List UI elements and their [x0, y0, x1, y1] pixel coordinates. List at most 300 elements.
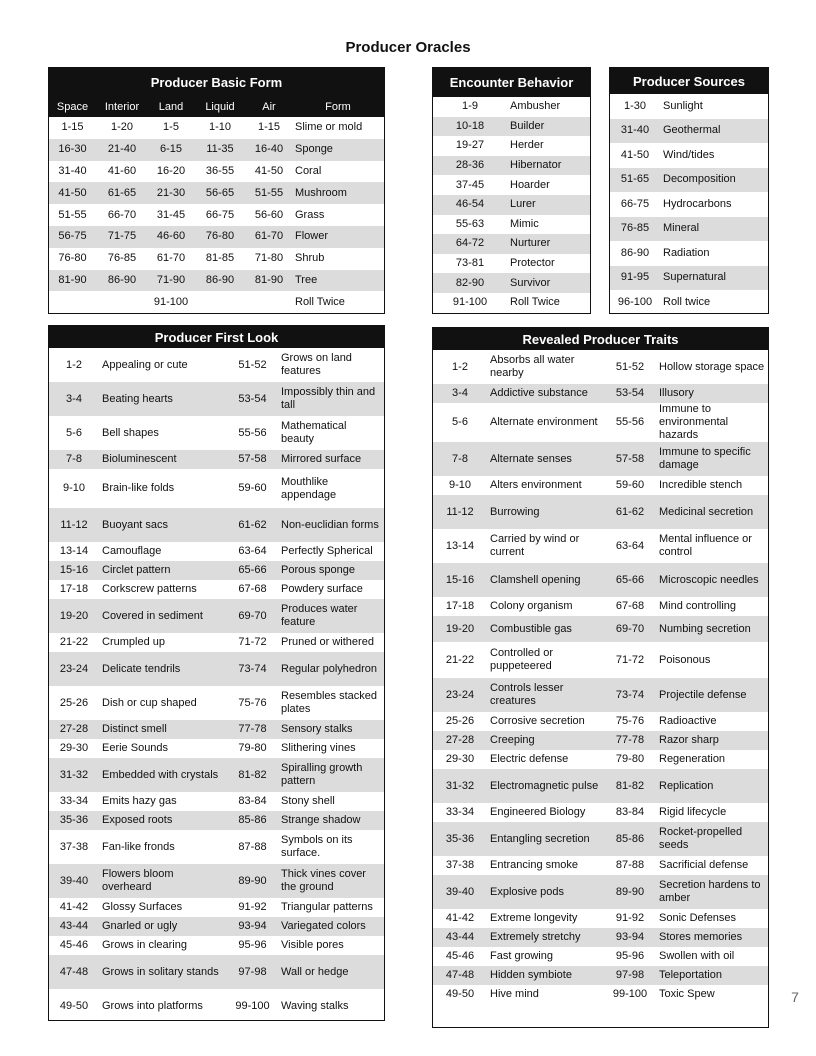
table-cell: Entrancing smoke [490, 859, 579, 871]
table-cell: 41-50 [620, 148, 650, 161]
table-cell: 51-55 [58, 208, 87, 221]
table-cell: Wall or hedge [278, 955, 384, 989]
table-cell: 91-100 [452, 296, 488, 309]
table-cell: Exposed roots [99, 811, 227, 830]
table-cell: 93-94 [604, 928, 656, 947]
table-cell: 1-20 [110, 121, 134, 134]
table-cell: 95-96 [238, 939, 267, 951]
table-row [49, 450, 384, 469]
table-row [610, 241, 768, 266]
table-row [433, 616, 768, 642]
table-cell: Circlet pattern [99, 561, 227, 580]
table-row [610, 266, 768, 291]
table-cell: 79-80 [615, 753, 645, 765]
table-cell: Roll twice [663, 295, 711, 308]
table-cell: Numbing secretion [656, 616, 768, 642]
table-cell: 99-100 [235, 999, 270, 1012]
table-row [49, 917, 384, 936]
table-row [433, 928, 768, 947]
table-cell: 81-85 [205, 252, 235, 265]
table-row [433, 273, 590, 293]
table-cell: Swollen with oil [659, 950, 735, 962]
table-cell: 55-56 [238, 426, 267, 439]
table-cell: 5-6 [66, 426, 82, 439]
table-cell: 71-72 [238, 636, 267, 648]
table-cell: 41-42 [445, 912, 475, 924]
table-cell: 76-80 [58, 252, 87, 265]
table-cell: 51-55 [246, 182, 292, 204]
table-cell: 11-12 [433, 495, 487, 529]
table-row [49, 348, 384, 382]
table-cell: Stores memories [656, 928, 768, 947]
table-cell: 37-38 [59, 840, 89, 853]
table-cell: Thick vines cover the ground [278, 864, 384, 898]
table-row [610, 119, 768, 144]
table-cell: Spiralling growth pattern [278, 758, 384, 792]
table-row [433, 750, 768, 769]
table-row [49, 117, 384, 139]
table-cell: Camouflage [102, 545, 162, 557]
table-row [49, 508, 384, 542]
table-cell: Mental influence or control [659, 533, 752, 558]
table-cell: Waving stalks [281, 999, 349, 1012]
table-cell: 21-22 [59, 636, 89, 648]
table-cell: 81-90 [49, 270, 96, 292]
table-cell: 25-26 [59, 696, 89, 709]
table-cell: 61-62 [227, 508, 278, 542]
column-header: Form [292, 97, 384, 117]
table-cell: Crumpled up [102, 636, 165, 648]
table-row [49, 416, 384, 450]
table-cell: Wind/tides [663, 148, 715, 161]
revealed-traits-table [432, 327, 769, 1028]
table-cell: Creeping [487, 731, 604, 750]
table-row [49, 161, 384, 183]
page-title: Producer Oracles [345, 39, 471, 56]
table-cell: 75-76 [238, 696, 267, 709]
table-cell: Rocket-propelled seeds [656, 822, 768, 856]
table-cell: 53-54 [604, 384, 656, 403]
table-cell: Radioactive [659, 715, 717, 727]
table-cell: 87-88 [238, 840, 267, 853]
table-cell: Delicate tendrils [99, 652, 227, 686]
table-cell: Immune to specific damage [656, 442, 768, 476]
table-row [49, 382, 384, 416]
table-cell: Absorbs all water nearby [490, 354, 575, 379]
table-cell: Eerie Sounds [102, 742, 169, 754]
table-cell: Razor sharp [656, 731, 768, 750]
table-cell: Sensory stalks [278, 720, 384, 739]
table-cell: 10-18 [433, 117, 507, 137]
table-cell: Supernatural [660, 266, 768, 291]
table-row [610, 168, 768, 193]
revealed-traits-title: Revealed Producer Traits [433, 328, 768, 350]
table-row [433, 678, 768, 712]
table-cell: 1-2 [66, 358, 82, 371]
table-cell: Coral [295, 164, 322, 177]
table-cell: Controls lesser creatures [487, 678, 604, 712]
table-cell: 67-68 [238, 583, 267, 595]
table-cell: 53-54 [227, 382, 278, 416]
table-cell: Secretion hardens to amber [656, 875, 768, 909]
first-look-table [48, 325, 385, 1021]
table-cell: 81-82 [604, 769, 656, 803]
table-cell: 81-82 [227, 758, 278, 792]
table-row [49, 204, 384, 226]
table-cell: 97-98 [604, 966, 656, 985]
table-cell: 1-15 [61, 121, 84, 134]
table-cell: 21-40 [96, 139, 148, 161]
table-cell: Fast growing [490, 950, 553, 962]
table-cell: Electric defense [490, 753, 569, 765]
table-cell: 33-34 [59, 795, 89, 807]
table-cell: 55-56 [615, 416, 645, 428]
table-row [49, 633, 384, 652]
table-cell: 51-52 [615, 360, 645, 373]
table-cell: Impossibly thin and tall [278, 382, 384, 416]
table-cell: Illusory [656, 384, 768, 403]
table-cell: 57-58 [227, 450, 278, 469]
table-cell: 63-64 [238, 545, 267, 557]
table-cell: Produces water feature [278, 599, 384, 633]
table-cell: 47-48 [433, 966, 487, 985]
table-cell: Distinct smell [99, 720, 227, 739]
first-look-title: Producer First Look [49, 326, 384, 348]
table-cell: 41-50 [49, 182, 96, 204]
table-cell: Roll Twice [295, 295, 345, 308]
table-cell: Non-euclidian forms [278, 508, 384, 542]
table-row [433, 97, 590, 117]
table-cell: Regular polyhedron [278, 652, 384, 686]
table-cell: Embedded with crystals [99, 758, 227, 792]
table-row [433, 476, 768, 495]
table-cell: 77-78 [227, 720, 278, 739]
table-cell: 83-84 [615, 806, 645, 818]
table-cell: Strange shadow [278, 811, 384, 830]
table-cell: Grass [295, 208, 325, 221]
table-cell: 39-40 [49, 864, 99, 898]
table-cell: Resembles stacked plates [281, 690, 377, 715]
table-cell: Mimic [510, 217, 539, 230]
table-cell: 71-75 [96, 226, 148, 248]
table-cell: 1-30 [623, 99, 647, 112]
table-cell: Hidden symbiote [487, 966, 604, 985]
table-cell: 82-90 [433, 273, 507, 293]
table-cell: 49-50 [59, 999, 89, 1012]
table-cell: 36-55 [205, 164, 235, 177]
table-cell: Glossy Surfaces [102, 901, 183, 913]
table-cell: 15-16 [433, 563, 487, 597]
table-row [433, 875, 768, 909]
table-row [433, 966, 768, 985]
table-cell: 69-70 [604, 616, 656, 642]
table-cell: Covered in sediment [99, 599, 227, 633]
table-row [49, 226, 384, 248]
table-cell: 15-16 [49, 561, 99, 580]
table-cell: Immune to environmental hazards [659, 403, 729, 441]
table-row [49, 898, 384, 917]
table-cell: Pruned or withered [281, 636, 374, 648]
table-cell: Decomposition [660, 168, 768, 193]
table-row [49, 792, 384, 811]
table-cell: 25-26 [445, 715, 475, 727]
table-cell: Regeneration [659, 753, 726, 765]
table-cell: Hoarder [510, 178, 550, 191]
table-cell: Grows in clearing [102, 939, 187, 951]
table-cell: Flowers bloom overheard [99, 864, 227, 898]
table-cell: Alternate senses [487, 442, 604, 476]
table-cell: Teleportation [656, 966, 768, 985]
table-cell: 76-80 [194, 226, 246, 248]
table-cell: 45-46 [445, 950, 475, 962]
table-cell: Powdery surface [281, 583, 363, 595]
table-cell: Poisonous [659, 653, 711, 666]
table-cell: Geothermal [660, 119, 768, 144]
table-cell: Nurturer [507, 234, 590, 254]
table-cell: 41-42 [59, 901, 89, 913]
table-cell: Lurer [507, 195, 590, 215]
table-cell: Combustible gas [487, 616, 604, 642]
table-cell: Gnarled or ugly [99, 917, 227, 936]
table-cell: 1-9 [462, 100, 478, 113]
table-row [610, 192, 768, 217]
table-cell: 61-70 [246, 226, 292, 248]
table-cell [194, 291, 246, 313]
table-cell: 71-72 [615, 653, 645, 666]
table-row [433, 117, 590, 137]
table-cell: 31-32 [49, 758, 99, 792]
table-row [610, 143, 768, 168]
table-cell: 1-15 [257, 121, 281, 134]
table-row [433, 156, 590, 176]
table-row [49, 720, 384, 739]
table-cell: Shrub [295, 252, 325, 265]
table-cell: 97-98 [227, 955, 278, 989]
table-cell: 77-78 [604, 731, 656, 750]
table-cell: 49-50 [445, 988, 475, 1000]
table-cell: Grows on land features [281, 352, 352, 377]
table-cell: 73-74 [604, 678, 656, 712]
table-cell: 86-90 [96, 270, 148, 292]
producer-sources-title: Producer Sources [610, 68, 768, 94]
table-cell: Bell shapes [102, 426, 159, 439]
table-cell: Microscopic needles [656, 563, 768, 597]
table-row [433, 769, 768, 803]
table-cell: Mirrored surface [278, 450, 384, 469]
table-cell: 16-30 [49, 139, 96, 161]
table-cell: 73-74 [227, 652, 278, 686]
table-row [433, 909, 768, 928]
table-cell: Corrosive secretion [490, 715, 585, 727]
table-cell: 35-36 [433, 822, 487, 856]
table-cell: 56-60 [254, 208, 284, 221]
table-row [49, 955, 384, 989]
table-cell: 93-94 [227, 917, 278, 936]
table-cell: 39-40 [433, 875, 487, 909]
table-cell: Mouthlike appendage [281, 475, 337, 501]
table-cell: Slime or mold [295, 121, 363, 134]
table-cell: Survivor [507, 273, 590, 293]
table-cell: 19-27 [455, 139, 485, 152]
table-cell: 46-60 [148, 226, 194, 248]
table-cell: 23-24 [49, 652, 99, 686]
table-row [433, 234, 590, 254]
table-cell: 11-35 [194, 139, 246, 161]
page-number: 7 [791, 989, 799, 1005]
table-cell: 83-84 [238, 795, 267, 807]
table-cell: 75-76 [615, 715, 645, 727]
table-cell: 99-100 [612, 988, 648, 1000]
table-cell: 17-18 [59, 583, 89, 595]
encounter-behavior-table [432, 67, 591, 314]
table-cell: Entangling secretion [487, 822, 604, 856]
table-cell: 47-48 [49, 955, 99, 989]
table-cell: 31-40 [58, 164, 87, 177]
table-cell: 41-50 [254, 164, 284, 177]
table-cell: 96-100 [617, 295, 653, 308]
table-cell: 6-15 [148, 139, 194, 161]
table-cell: 66-75 [620, 197, 650, 210]
table-cell: Controlled or puppeteered [490, 647, 553, 672]
table-cell: 65-66 [227, 561, 278, 580]
table-cell: Stony shell [281, 795, 335, 807]
table-cell: Triangular patterns [281, 901, 373, 913]
table-cell [96, 291, 148, 313]
column-header: Land [148, 97, 194, 117]
table-cell: 13-14 [59, 545, 89, 557]
producer-sources-table [609, 67, 769, 314]
table-row [49, 139, 384, 161]
table-cell: 27-28 [433, 731, 487, 750]
table-cell: 61-70 [156, 252, 186, 265]
table-row [610, 217, 768, 242]
table-cell: Fan-like fronds [102, 840, 175, 853]
table-row [49, 182, 384, 204]
table-cell: 1-5 [163, 121, 179, 134]
table-cell: 66-70 [107, 208, 137, 221]
table-cell: Slithering vines [281, 742, 356, 754]
table-row [433, 947, 768, 966]
table-cell: 31-32 [433, 769, 487, 803]
table-row [49, 248, 384, 270]
table-row [610, 94, 768, 119]
encounter-behavior-title: Encounter Behavior [433, 68, 590, 97]
table-cell: Herder [510, 139, 544, 152]
table-cell: Hibernator [507, 156, 590, 176]
table-cell: 69-70 [227, 599, 278, 633]
table-row [433, 822, 768, 856]
table-cell: 55-63 [455, 217, 485, 230]
table-cell: 89-90 [227, 864, 278, 898]
table-cell: 57-58 [604, 442, 656, 476]
table-cell: Roll Twice [510, 296, 560, 309]
table-cell: 19-20 [49, 599, 99, 633]
table-cell: 91-92 [615, 912, 645, 924]
table-cell: 41-60 [107, 164, 137, 177]
table-cell: 71-90 [148, 270, 194, 292]
table-row [610, 290, 768, 314]
table-row [49, 830, 384, 864]
table-cell: Dish or cup shaped [102, 696, 197, 709]
table-row [433, 563, 768, 597]
table-cell: Electromagnetic pulse [487, 769, 604, 803]
table-cell: 11-12 [49, 508, 99, 542]
table-row [49, 686, 384, 720]
table-cell: Extreme longevity [490, 912, 578, 924]
table-row [433, 293, 590, 313]
table-cell: Sunlight [663, 99, 703, 112]
table-cell: 64-72 [433, 234, 507, 254]
table-cell: Alternate environment [490, 416, 598, 428]
table-cell: Mind controlling [659, 600, 737, 612]
table-cell: Mathematical beauty [281, 420, 347, 445]
table-cell: 56-65 [194, 182, 246, 204]
table-row [433, 731, 768, 750]
basic-form-table [48, 67, 385, 314]
table-cell: Symbols on its surface. [281, 834, 353, 859]
table-cell: Clamshell opening [487, 563, 604, 597]
table-row [433, 136, 590, 156]
table-cell: 17-18 [445, 600, 475, 612]
table-row [433, 403, 768, 442]
table-cell: 89-90 [604, 875, 656, 909]
table-row [433, 597, 768, 616]
table-cell: Buoyant sacs [99, 508, 227, 542]
table-cell: Alters environment [490, 479, 582, 491]
table-row [433, 195, 590, 215]
table-cell: 76-85 [107, 252, 137, 265]
table-cell: 43-44 [49, 917, 99, 936]
table-cell: Hive mind [490, 988, 539, 1000]
table-cell: 37-38 [445, 859, 475, 871]
table-cell: Burrowing [487, 495, 604, 529]
table-cell: Appealing or cute [102, 358, 188, 371]
table-cell: 29-30 [445, 753, 475, 765]
table-cell: Rigid lifecycle [659, 806, 727, 818]
table-cell: Sponge [292, 139, 384, 161]
table-row [433, 712, 768, 731]
table-cell: Projectile defense [656, 678, 768, 712]
table-row [433, 803, 768, 822]
table-cell: 29-30 [59, 742, 89, 754]
table-cell: 13-14 [445, 539, 475, 552]
table-row [433, 985, 768, 1004]
table-cell: Bioluminescent [99, 450, 227, 469]
table-cell: Perfectly Spherical [281, 545, 373, 557]
table-cell: 59-60 [615, 479, 645, 491]
table-cell: 9-10 [62, 482, 86, 494]
table-cell: Hollow storage space [659, 360, 765, 373]
table-cell: 1-2 [452, 360, 468, 373]
table-cell: Hydrocarbons [663, 197, 732, 210]
table-cell: 28-36 [433, 156, 507, 176]
table-cell [49, 291, 96, 313]
table-cell: Variegated colors [278, 917, 384, 936]
table-cell: Toxic Spew [659, 988, 715, 1000]
table-cell: 31-45 [156, 208, 186, 221]
table-cell: 16-40 [246, 139, 292, 161]
table-cell: 46-54 [433, 195, 507, 215]
table-cell: 66-75 [205, 208, 235, 221]
table-cell: 7-8 [433, 442, 487, 476]
table-row [433, 350, 768, 384]
table-row [49, 561, 384, 580]
column-header: Space [49, 97, 96, 117]
table-cell: 79-80 [238, 742, 267, 754]
table-cell: Carried by wind or current [490, 533, 580, 558]
table-row [49, 291, 384, 313]
table-row [433, 384, 768, 403]
